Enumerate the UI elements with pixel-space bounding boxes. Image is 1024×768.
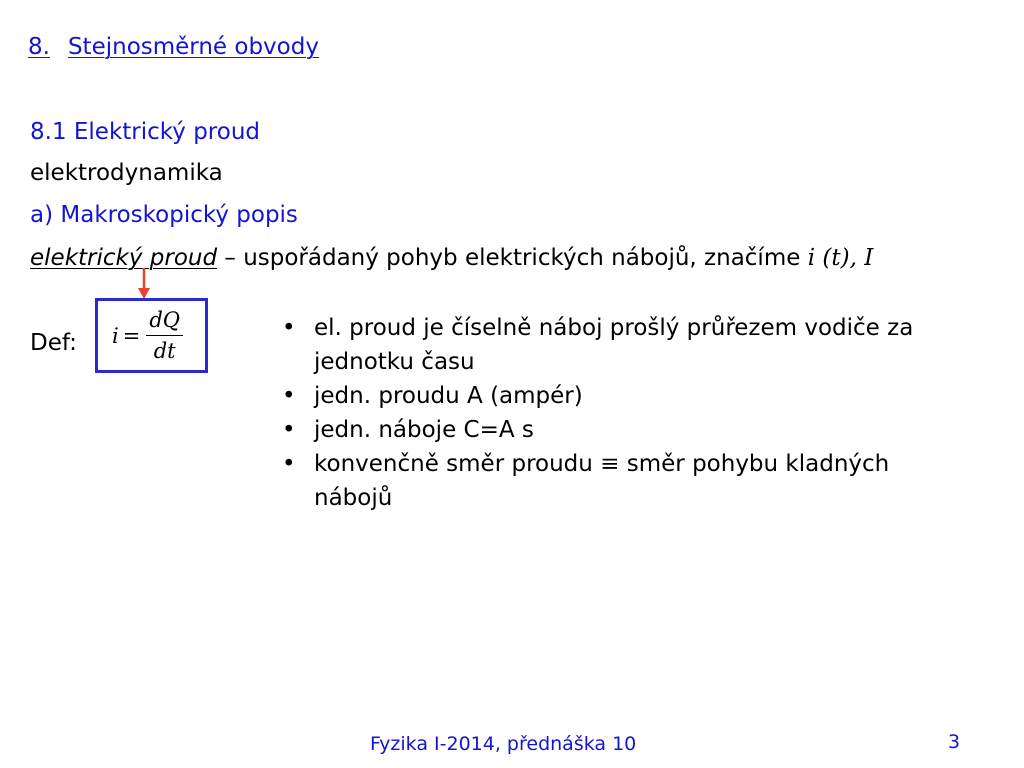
formula-equals: =	[122, 323, 141, 348]
formula-numerator: dQ	[146, 307, 183, 336]
list-item	[282, 311, 982, 379]
equivalence-symbol: ≡	[600, 451, 620, 477]
arrow-down-icon	[134, 268, 154, 300]
bullet-list	[282, 311, 982, 515]
footer-text: Fyzika I-2014, přednáška 10	[370, 733, 637, 755]
term-elektricky-proud: elektrický proud	[30, 245, 218, 271]
bullet-marker: •	[282, 417, 296, 443]
symbol-i: i	[807, 245, 816, 271]
slide-heading	[28, 34, 319, 60]
bullet-text-after: směr pohybu kladných	[619, 451, 890, 477]
bullet-text-continued: jednotku času	[314, 349, 475, 375]
symbol-t: (t),	[815, 245, 865, 271]
bullet-text: jedn. proudu A (ampér)	[314, 383, 583, 409]
bullet-text: el. proud je číselně náboj prošlý průřezem vodiče za	[314, 315, 914, 341]
def-label: Def:	[30, 330, 77, 356]
list-item	[282, 413, 982, 447]
definition-text: – uspořádaný pohyb elektrických nábojů, značíme	[217, 245, 808, 271]
page-number: 3	[948, 731, 961, 753]
bullet-marker: •	[282, 315, 296, 341]
formula-box	[95, 298, 208, 373]
list-item	[282, 447, 982, 515]
bullet-text: jedn. náboje C=A s	[314, 417, 534, 443]
symbol-I: I	[864, 245, 874, 271]
text-elektrodynamika: elektrodynamika	[30, 160, 223, 186]
bullet-text-continued: nábojů	[314, 485, 393, 511]
heading-number: 8.	[28, 34, 50, 60]
text-makroskopicky-popis: a) Makroskopický popis	[30, 202, 298, 228]
formula-fraction	[146, 307, 183, 364]
heading-title: Stejnosměrné obvody	[67, 34, 319, 60]
formula	[112, 307, 183, 364]
definition-line	[30, 245, 873, 271]
bullet-text: konvenčně směr proudu	[314, 451, 601, 477]
formula-denominator: dt	[153, 339, 176, 363]
subheading: 8.1 Elektrický proud	[30, 119, 261, 145]
bullet-marker: •	[282, 451, 296, 477]
list-item	[282, 379, 982, 413]
bullet-marker: •	[282, 383, 296, 409]
formula-lhs: i	[112, 323, 119, 348]
